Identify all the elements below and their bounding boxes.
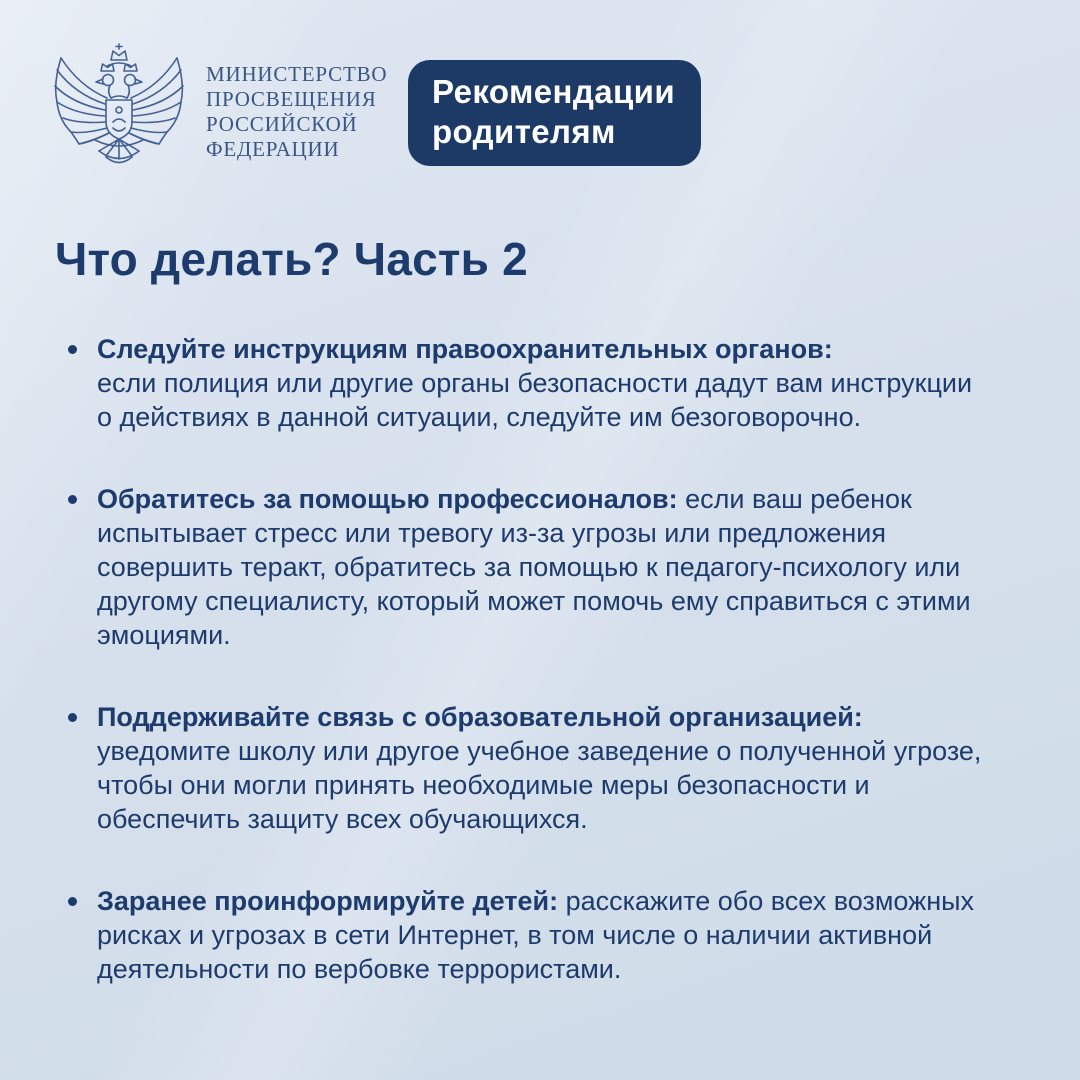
recommendation-body: если ваш ребенок испытывает стресс или тревогу из-за угрозы или предложения совершить теракт, обратитесь за помощью к педагогу-психологу или другому специалисту, который может помочь ему справиться с этими эмоциями.: [97, 484, 971, 650]
recommendation-lead: Поддерживайте связь с образовательной организацией:: [97, 702, 863, 732]
badge-line: родителям: [432, 113, 616, 150]
ministry-name: [206, 62, 406, 162]
ministry-name-line: МИНИСТЕРСТВО: [206, 62, 388, 86]
badge-line: Рекомендации: [432, 73, 676, 110]
ministry-name-line: ФЕДЕРАЦИИ: [206, 137, 340, 161]
list-item: [55, 482, 985, 652]
page-title: Что делать? Часть 2: [55, 233, 528, 285]
recommendation-body: если полиция или другие органы безопасности дадут вам инструкции о действиях в данной ситуации, следуйте им безоговорочно.: [97, 368, 973, 432]
ministry-name-line: РОССИЙСКОЙ: [206, 112, 358, 136]
recommendation-body: расскажите обо всех возможных рисках и угрозах в сети Интернет, в том числе о наличии активной деятельности по вербовке террористами.: [97, 886, 975, 984]
recommendations-list: [55, 332, 985, 986]
list-item: [55, 884, 985, 986]
bullet-dot-icon: [68, 897, 77, 906]
recommendation-lead: Заранее проинформируйте детей:: [97, 886, 559, 916]
list-item: [55, 332, 985, 434]
audience-badge: [408, 60, 701, 166]
bullet-dot-icon: [68, 345, 77, 354]
recommendation-lead: Обратитесь за помощью профессионалов:: [97, 484, 678, 514]
recommendation-body: уведомите школу или другое учебное заведение о полученной угрозе, чтобы они могли принять необходимые меры безопасности и обеспечить защиту всех обучающихся.: [97, 736, 982, 834]
header: [0, 0, 1080, 176]
bullet-dot-icon: [68, 713, 77, 722]
list-item: [55, 700, 985, 836]
ministry-emblem-icon: [48, 36, 190, 176]
recommendation-lead: Следуйте инструкциям правоохранительных органов:: [97, 334, 833, 364]
bullet-dot-icon: [68, 495, 77, 504]
ministry-name-line: ПРОСВЕЩЕНИЯ: [206, 87, 377, 111]
